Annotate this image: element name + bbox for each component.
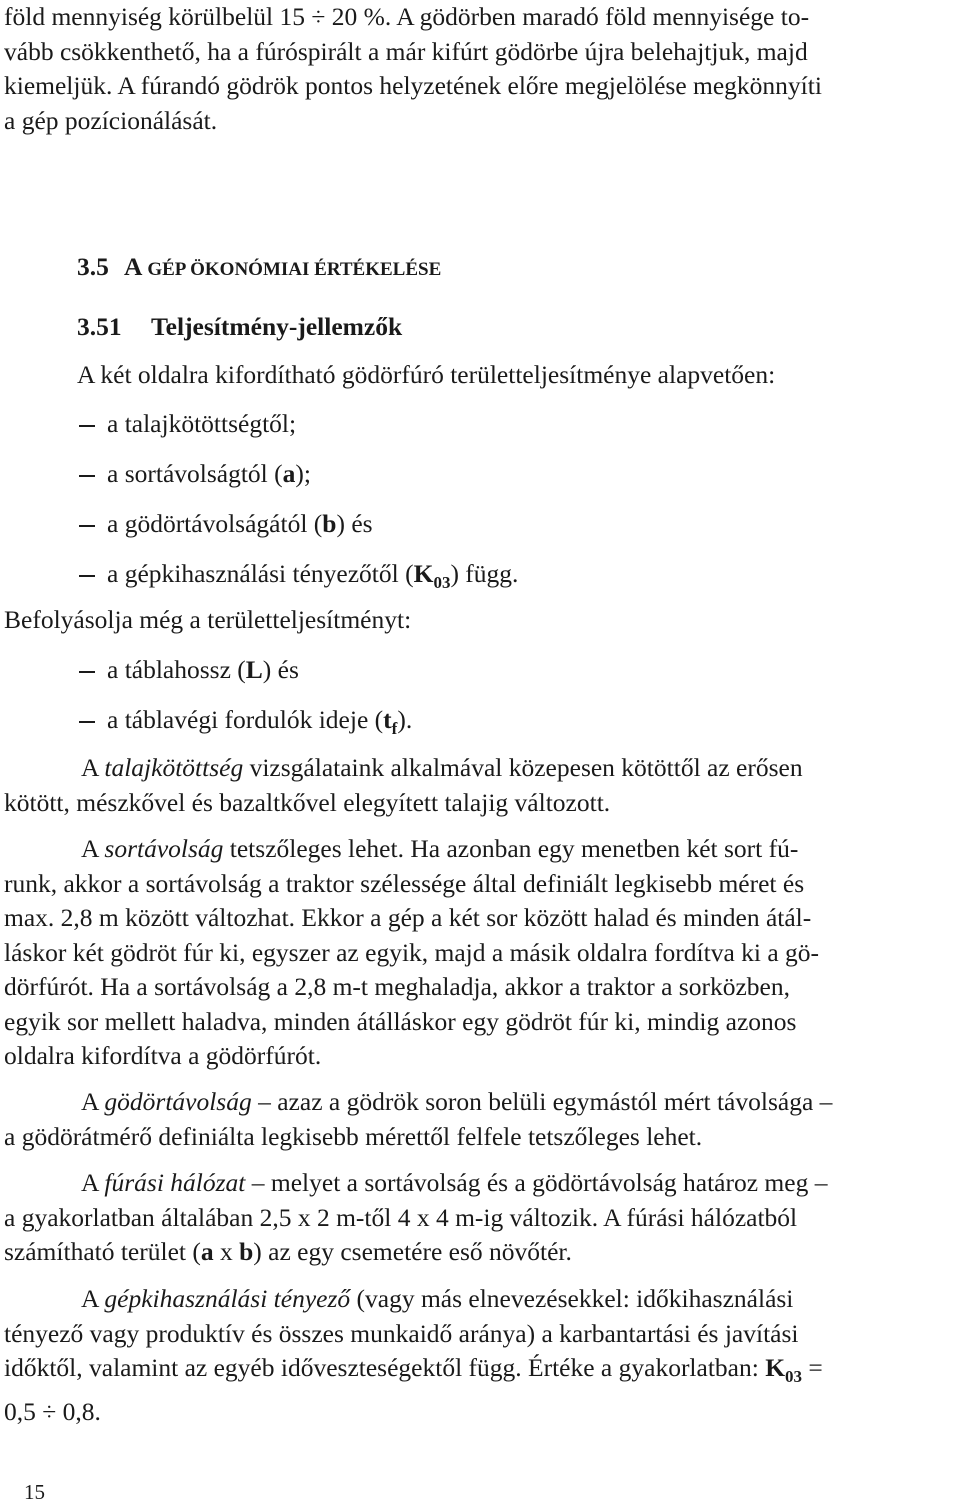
- intro-paragraph: [4, 0, 956, 138]
- dependency-item: a talajkötöttségtől;: [77, 409, 296, 439]
- influence-item: a táblavégi fordulók ideje $(t_f)$.: [77, 705, 412, 739]
- paragraph-utilization-factor: A gépkihasználási tényező (vagy más elnevezésekkel: időkihasználási tényező vagy produktív és összes munkaidő aránya) a karbantartási és javítási időktől, valamint az egyéb időveszteségektől függ. Értéke a gyakorlatban: $K_{03}$ = 0,5 ÷ 0,8.: [4, 1284, 823, 1426]
- term-pit-spacing: gödörtávolság: [104, 1087, 252, 1116]
- influence-lead: Befolyásolja még a területteljesítményt:: [4, 605, 412, 634]
- dependency-item: a gödörtávolságától (b) és: [77, 509, 373, 539]
- section-number: 3.5: [77, 252, 109, 281]
- dash-marker: [77, 655, 107, 685]
- dash-marker: [77, 509, 107, 539]
- dash-marker: [77, 559, 107, 589]
- dependency-item: a gépkihasználási tényezőtől $(K_{03})$ függ.: [77, 559, 518, 593]
- dash-marker: [77, 705, 107, 735]
- dash-marker: [77, 409, 107, 439]
- section-heading: [77, 252, 441, 282]
- paragraph-pit-spacing: A gödörtávolság – azaz a gödrök soron belüli egymástól mért távolsága – a gödörátmérő definiálta legkisebb mérettől felfele tetszőleges lehet.: [4, 1087, 833, 1151]
- section-title-initial: A: [123, 252, 141, 281]
- dependency-item: a sortávolságtól (a);: [77, 459, 311, 489]
- term-soil: talajkötöttség: [104, 753, 244, 782]
- paragraph-soil: A talajkötöttség vizsgálataink alkalmával közepesen kötöttől az erősen kötött, mészkővel és bazaltkővel elegyített talajig változott.: [4, 753, 803, 817]
- intro-line-4: a gép pozícionálását.: [4, 105, 218, 135]
- paragraph-row-spacing: A sortávolság tetszőleges lehet. Ha azonban egy menetben két sort fú- runk, akkor a sortávolság a traktor szélessége által definiált legkisebb méret és max. 2,8 m között változhat. Ekkor a gép a két sor között halad és minden átál- láskor két gödröt fúr ki, egyszer az egyik, majd a másik oldalra fordítva ki a gö- dörfúrót. Ha a sortávolság a 2,8 m-t meghaladja, akkor a traktor a sorközben, egyik sor mellett haladva, minden átálláskor egy gödröt fúr ki, mindig azonos oldalra kifordítva a gödörfúrót.: [4, 834, 820, 1070]
- term-utilization-factor: gépkihasználási tényező: [104, 1284, 351, 1313]
- lead-sentence: A két oldalra kifordítható gödörfúró területteljesítménye alapvetően:: [77, 360, 776, 389]
- intro-line-2: vább csökkenthető, ha a fúróspirált a már kifúrt gödörbe újra belehajtjuk, majd: [4, 36, 808, 66]
- term-row-spacing: sortávolság: [104, 834, 224, 863]
- section-title-rest: GÉP ÖKONÓMIAI ÉRTÉKELÉSE: [147, 259, 442, 280]
- subsection-heading: [77, 312, 402, 342]
- intro-line-3: kiemeljük. A fúrandó gödrök pontos helyzetének előre megjelölése megkönnyíti: [4, 71, 822, 100]
- page-number: 15: [24, 1480, 45, 1504]
- term-drilling-grid: fúrási hálózat: [104, 1168, 246, 1197]
- dash-marker: [77, 459, 107, 489]
- subsection-number: 3.51: [77, 312, 122, 341]
- paragraph-drilling-grid: A fúrási hálózat – melyet a sortávolság és a gödörtávolság határoz meg – a gyakorlatban általában 2,5 x 2 m-től 4 x 4 m-ig változik. A fúrási hálózatból számítható terület (a x b) az egy csemetére eső növőtér.: [4, 1168, 828, 1266]
- intro-line-1: föld mennyiség körülbelül 15 ÷ 20 %. A gödörben maradó föld mennyisége to-: [4, 2, 810, 31]
- influence-item: a táblahossz (L) és: [77, 655, 299, 685]
- subsection-title: Teljesítmény-jellemzők: [151, 312, 403, 341]
